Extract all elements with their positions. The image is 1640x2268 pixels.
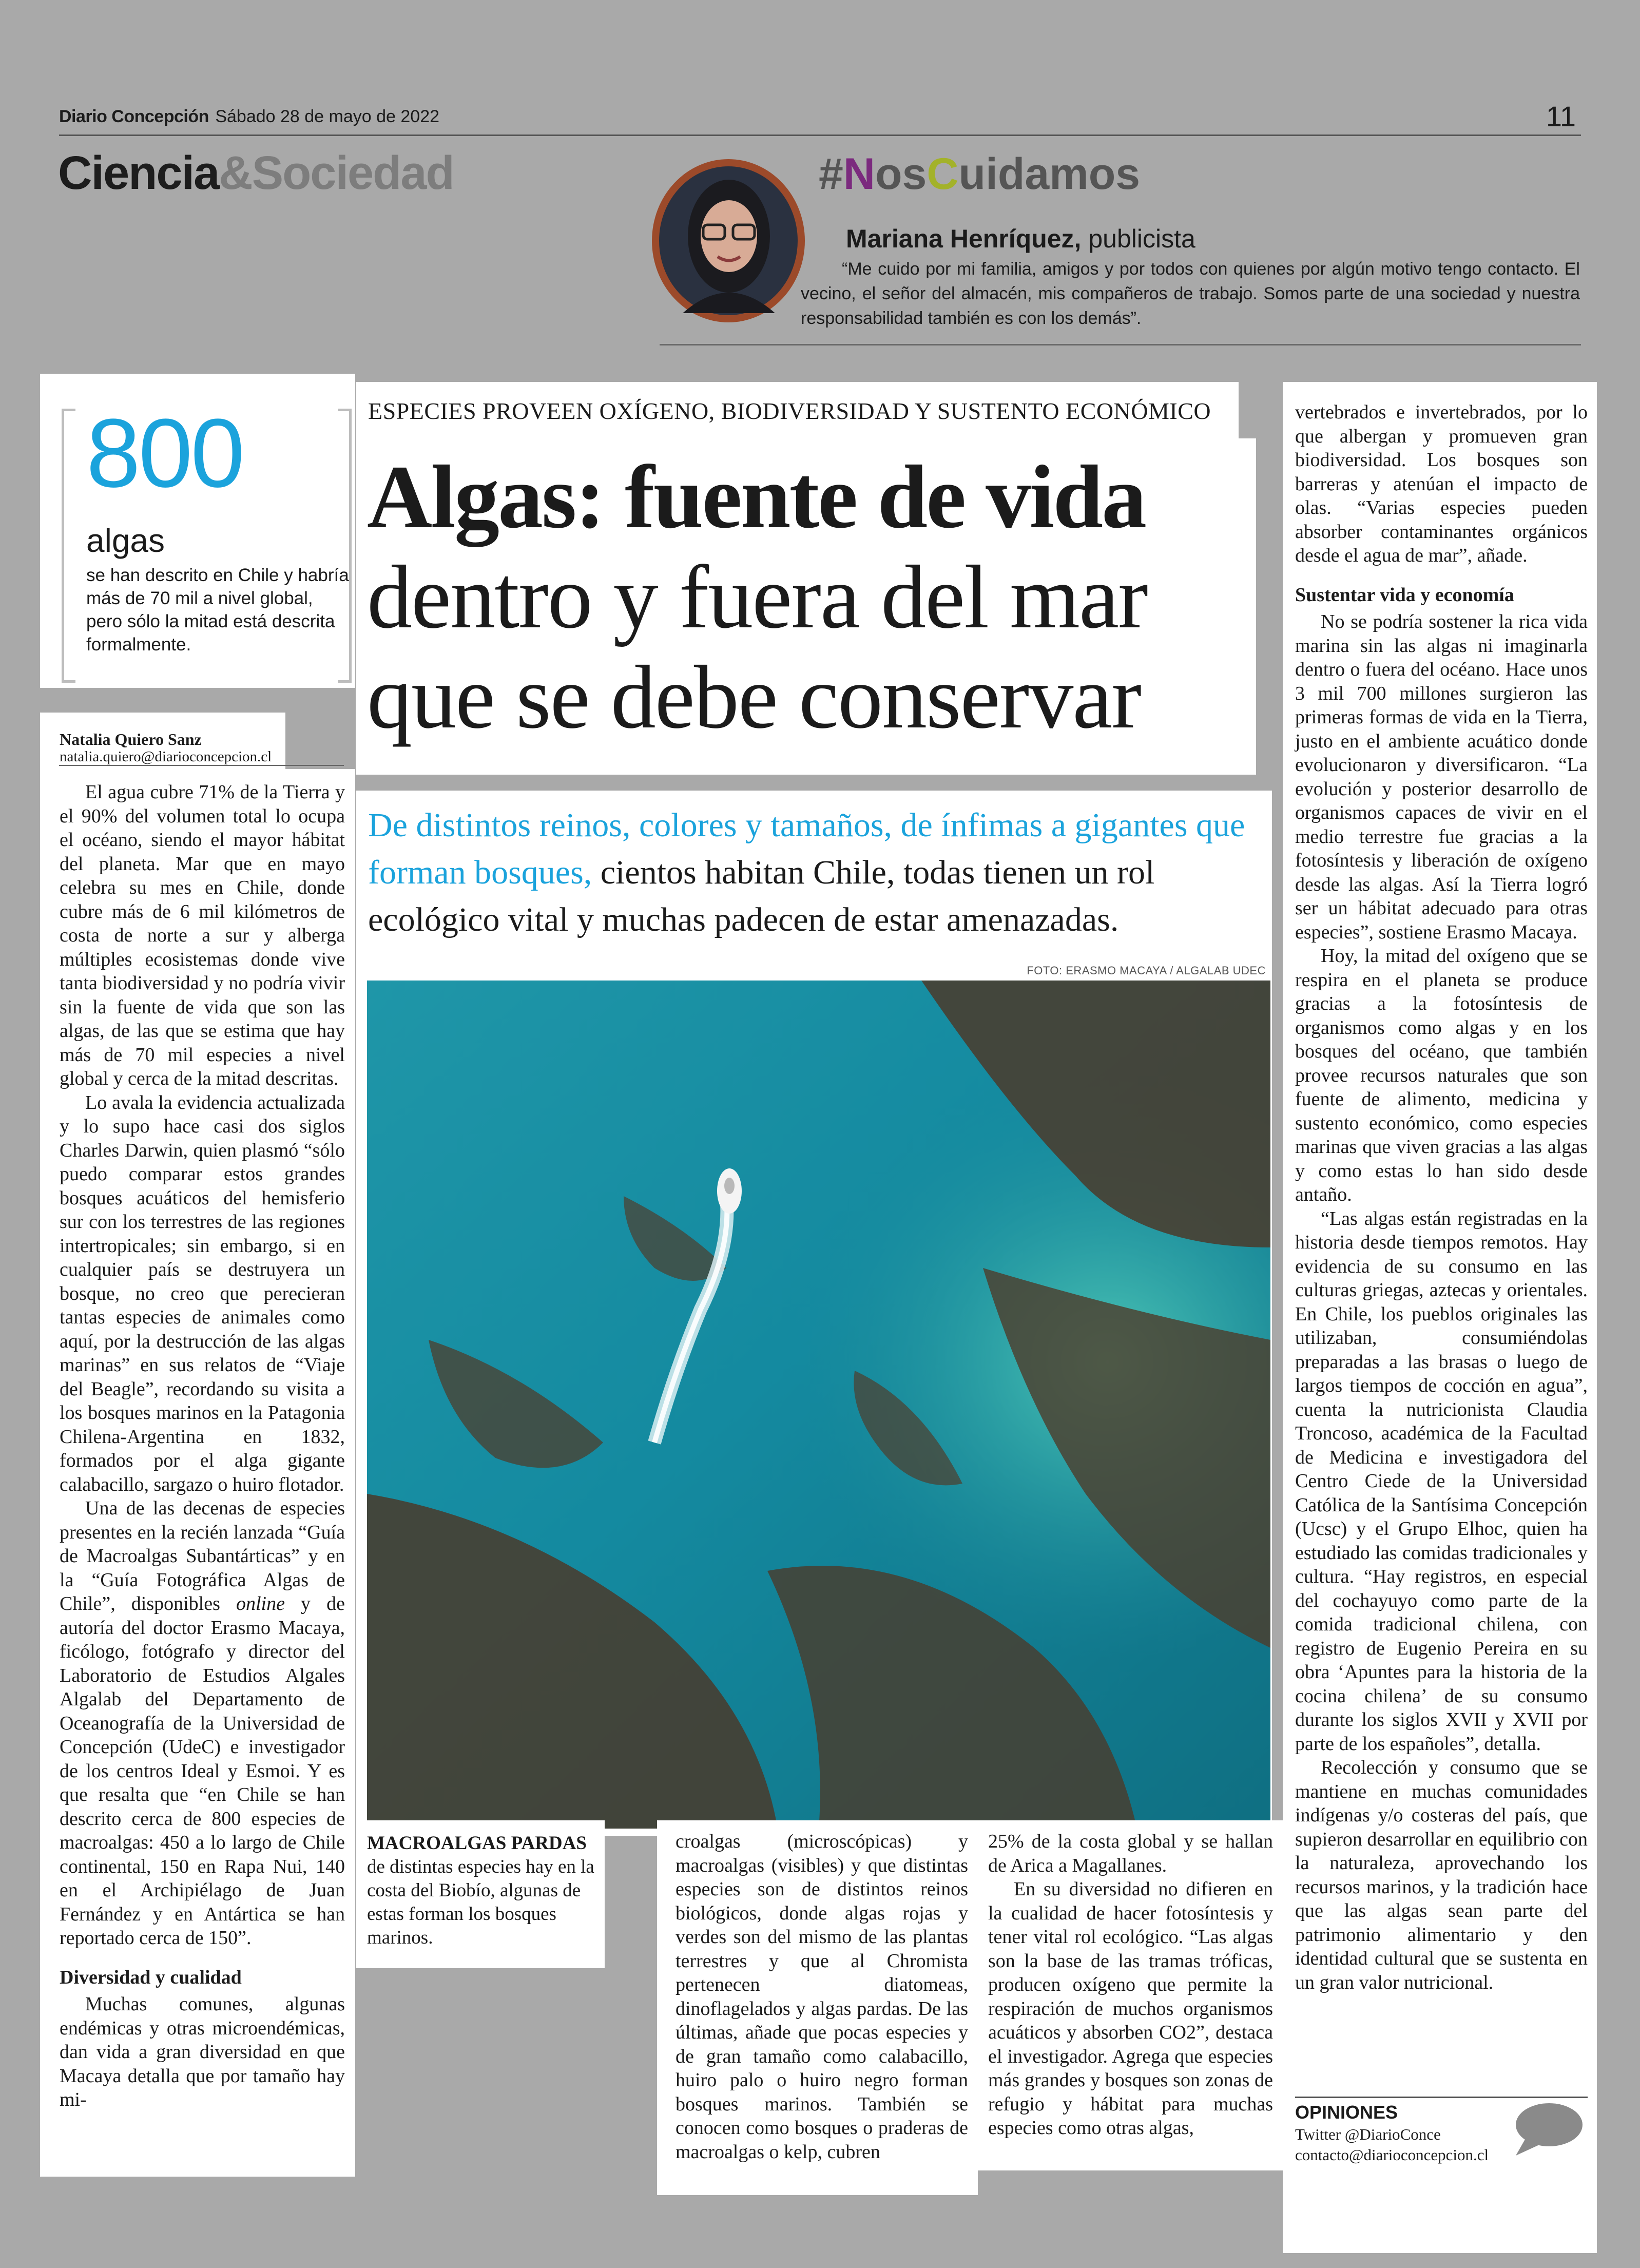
hashtag-c: C — [927, 149, 959, 199]
column-4-card — [1283, 382, 1597, 2253]
col4-paragraph-5: Recolección y consumo que se mantiene en muchas comunidades indígenas y/o costeras del país, que supieron desarrollar en equilibrio con la naturaleza, aprovechando los recursos marinos, y la tradición hace que las algas sean parte del patrimonio alimentario y den identidad cultural que se sustenta en un gran valor nutricional. — [1295, 1757, 1588, 1993]
opiniones-rule — [1295, 2097, 1588, 2098]
aerial-kelp-photo — [367, 981, 1270, 1829]
stat-unit: algas — [86, 522, 165, 559]
col3-paragraph-1: 25% de la costa global y se hallan de Arica a Magallanes. — [988, 1831, 1273, 1876]
masthead — [59, 100, 1581, 138]
deck-rest: cientos habitan Chile, todas tienen un rol ecológico vital y muchas padecen de estar amenazadas. — [368, 854, 1155, 938]
col1-p3-online: online — [236, 1593, 285, 1614]
section-word-sociedad: Sociedad — [252, 147, 454, 199]
profile-avatar — [652, 159, 805, 322]
caption-title: MACROALGAS PARDAS — [367, 1833, 587, 1854]
col1-p3-part-a: Una de las decenas de especies presentes en la recién lanzada “Guía de Macroalgas Subantárticas” y en la “Guía Fotográfica Algas de Chile”, disponibles — [60, 1497, 345, 1614]
opiniones-twitter[interactable]: Twitter @DiarioConce — [1295, 2125, 1441, 2143]
column-1-card — [40, 769, 355, 2177]
kelp-forest-image — [367, 981, 1270, 1829]
headline-kicker: ESPECIES PROVEEN OXÍGENO, BIODIVERSIDAD Y SUSTENTO ECONÓMICO — [368, 398, 1211, 424]
nos-cuidamos-rule — [660, 344, 1581, 345]
headline-line-2: dentro y fuera del mar — [367, 547, 1147, 647]
col4-paragraph-1: vertebrados e invertebrados, por lo que albergan y promueven gran biodiversidad. Los bosques son barreras y atenúan el impacto de olas. “Varias especies pueden absorber contaminantes orgánicos desde el agua de mar”, añade. — [1295, 401, 1588, 566]
col4-paragraph-2: No se podría sostener la rica vida marina sin las algas ni imaginarla dentro o fuera del océano. Hace unos 3 mil 700 millones surgieron las primeras formas de vida en la Tierra, justo en el ambiente acuático donde evolucionaron y diversificaron. “La evolución y posterior desarrollo de organismos capaces de vivir en el medio terrestre fue gracias a la fotosíntesis y liberación de oxígeno desde las algas. Así la Tierra logró ser un hábitat adecuado para otras especies”, sostiene Erasmo Macaya. — [1295, 611, 1588, 943]
opiniones-block — [1295, 2097, 1588, 2174]
profile-name-line — [846, 224, 1195, 254]
photo-credit: FOTO: ERASMO MACAYA / ALGALAB UDEC — [1027, 964, 1266, 977]
col1-paragraph-1: El agua cubre 71% de la Tierra y el 90% del volumen total lo ocupa el océano, siendo el mayor hábitat del planeta. Mar que en mayo celebra su mes en Chile, donde cubre más de 6 mil kilómetros de costa de norte a sur y alberga múltiples ecosistemas donde vive tanta biodiversidad y no podría vivir sin la fuente de vida que son las algas, de las que se estima que hay más de 70 mil especies a nivel global y cerca de la mitad descritas. — [60, 781, 345, 1089]
nos-cuidamos-title — [819, 149, 1140, 200]
deck-box — [356, 791, 1272, 960]
col1-paragraph-3 — [60, 1496, 345, 1950]
deck-highlight: De distintos reinos, colores y tamaños, de ínfimas a gigantes que forman bosques, — [368, 806, 1245, 891]
caption-box — [356, 1820, 605, 1968]
photo-caption — [367, 1832, 595, 1950]
column-2-card — [657, 1820, 978, 2195]
byline-email: natalia.quiero@diarioconcepcion.cl — [60, 748, 272, 765]
headline-line-3: que se debe conservar — [367, 647, 1141, 747]
opiniones-email[interactable]: contacto@diarioconcepcion.cl — [1295, 2146, 1489, 2164]
hashtag-hash: # — [819, 149, 843, 199]
portrait-illustration — [652, 159, 805, 322]
col4-paragraph-3: Hoy, la mitad del oxígeno que se respira en el planeta se produce gracias a la fotosíntesis de organismos como algas y en los bosques del océano, que también provee recursos naturales que son fuente de alimento, medicina y sustento económico, como especies marinas que viven gracias a las algas y como estas lo han sido desde antaño. — [1295, 945, 1588, 1205]
section-title — [58, 146, 454, 200]
headline-box — [356, 438, 1256, 775]
profile-quote: “Me cuido por mi familia, amigos y por todos con quienes por algún motivo tengo contacto. El vecino, el señor del almacén, mis compañeros de trabajo. Somos parte de una sociedad y nuestra responsabilidad también es con los demás”. — [801, 259, 1580, 328]
col1-paragraph-4: Muchas comunes, algunas endémicas y otras microendémicas, dan vida a gran diversidad en que Macaya detalla que por tamaño hay mi- — [60, 1993, 345, 2110]
col4-subhead: Sustentar vida y economía — [1295, 584, 1514, 606]
column-3-card — [978, 1820, 1283, 2170]
opiniones-title: OPINIONES — [1295, 2102, 1398, 2123]
col3-paragraph-2: En su diversidad no difieren en la cualidad de hacer fotosíntesis y tener vital rol ecológico. “Las algas son la base de las tramas tróficas, producen oxígeno que permite la respiración de muchos organismos acuáticos y absorben CO2”, destaca el investigador. Agrega que especies más grandes y bosques son zonas de refugio y hábitat para muchas especies como otras algas, — [988, 1878, 1273, 2139]
section-word-ciencia: Ciencia — [58, 147, 219, 199]
headline-line-1: Algas: fuente de vida — [367, 447, 1146, 547]
hashtag-uidamos: uidamos — [958, 149, 1141, 199]
col1-subhead: Diversidad y cualidad — [60, 1966, 242, 1988]
bracket-left — [62, 409, 75, 683]
page-number: 11 — [1546, 100, 1576, 132]
masthead-rule — [59, 134, 1581, 136]
column-2-text — [676, 1830, 968, 2164]
profile-name: Mariana Henríquez, — [846, 224, 1082, 253]
byline-rule — [59, 765, 344, 766]
column-3-text — [988, 1830, 1273, 2140]
stat-box — [40, 374, 355, 688]
paper-name: Diario Concepción — [59, 107, 209, 126]
col1-p3-part-b: y de autoría del doctor Erasmo Macaya, ficólogo, fotógrafo y director del Laboratorio de Estudios Algales Algalab del Departamento de Oceanografía de la Universidad de Concepción (UdeC) e investigador de los centros Ideal y Esmoi. Y es que resalta que “en Chile se han descrito cerca de 800 especies de macroalgas: 450 a lo largo de Chile continental, 150 en Rapa Nui, 140 en el Archipiélago de Juan Fernández y en Antártica se han reportado cerca de 150”. — [60, 1593, 345, 1949]
col4-paragraph-4: “Las algas están registradas en la historia desde tiempos remotos. Hay evidencia de su consumo en las culturas griegas, aztecas y orientales. En Chile, los pueblos originales las utilizaban, consumiéndolas preparadas a las brasas o luego de largos tiempos de cocción en agua”, cuenta la nutricionista Claudia Troncoso, académica de la Facultad de Medicina e investigadora del Centro Ciede de la Universidad Católica de la Santísima Concepción (Ucsc) y el Grupo Elhoc, quien ha estudiado las comidas tradicionales y cultura. “Hay registros, en especial del cochayuyo como parte de la comida tradicional chilena, con registro de Eugenio Pereira en su obra ‘Apuntes para la historia de la cocina chilena’ de su consumo durante los siglos XVII y XVII por parte de los españoles”, detalla. — [1295, 1207, 1588, 1755]
column-4-text — [1295, 400, 1588, 1994]
caption-text: de distintas especies hay en la costa del Biobío, algunas de estas forman los bosques marinos. — [367, 1856, 594, 1948]
speech-bubble-icon — [1511, 2102, 1583, 2158]
col1-paragraph-2: Lo avala la evidencia actualizada y lo supo hace casi dos siglos Charles Darwin, quien plasmó “sólo puedo comparar estos grandes bosques acuáticos del hemisferio sur con los terrestres de las regiones intertropicales; sin embargo, si en cualquier país se destruyera un bosque, no creo que perecieran tantas especies de animales como aquí, por la destrucción de las algas marinas” en sus relatos de “Viaje del Beagle”, recordando su visita a los bosques marinos en la Patagonia Chilena-Argentina en 1832, formados por el alga gigante calabacillo, sargazo o huiro flotador. — [60, 1091, 345, 1495]
stat-description: se han descrito en Chile y habría más de 70 mil a nivel global, pero sólo la mitad está descrita formalmente. — [86, 565, 349, 655]
col2-paragraph: croalgas (microscópicas) y macroalgas (visibles) y que distintas especies son de distintos reinos biológicos, donde algas rojas y verdes son del mismo de las plantas terrestres y que al Chromista pertenecen diatomeas, dinoflagelados y algas pardas. De las últimas, añade que pocas especies y de gran tamaño como calabacillo, huiro palo o huiro negro forman bosques marinos. También se conocen como bosques o praderas de macroalgas o kelp, cubren — [676, 1831, 968, 2163]
section-ampersand: & — [219, 147, 252, 199]
deck-text — [368, 802, 1251, 944]
photo-panel — [356, 960, 1272, 1836]
hashtag-os: os — [875, 149, 927, 199]
kicker-box — [356, 382, 1239, 438]
column-1-text — [60, 780, 345, 2112]
byline-box — [40, 713, 285, 769]
stat-number: 800 — [86, 399, 243, 508]
byline-author: Natalia Quiero Sanz — [60, 730, 202, 748]
profile-role: publicista — [1088, 224, 1195, 253]
issue-date: Sábado 28 de mayo de 2022 — [215, 107, 440, 126]
hashtag-n: N — [843, 149, 875, 199]
